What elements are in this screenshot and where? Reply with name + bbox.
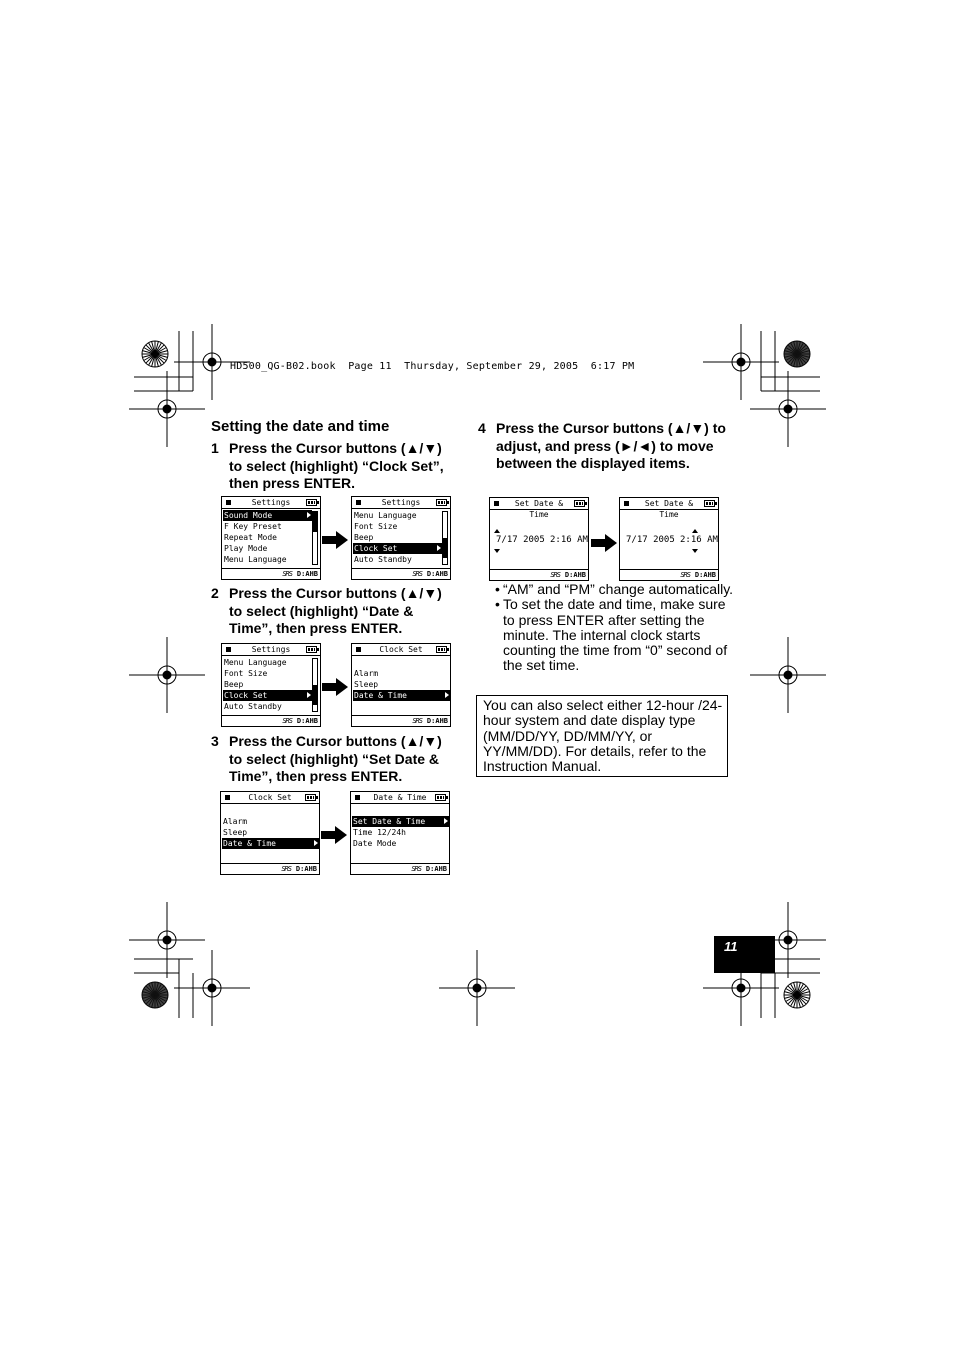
- up-triangle-icon: [494, 529, 500, 533]
- registration-target-icon: [129, 637, 205, 713]
- dahb-logo: D:AHB: [426, 717, 448, 725]
- lcd-screen-settings-2: [351, 496, 451, 580]
- note-text: You can also select either 12-hour /24-hour system and date display type (MM/DD/YY, DD/MM/YY, or YY/MM/DD). For details, refer to the Instruction Manual.: [483, 697, 723, 775]
- scrollbar: [442, 511, 448, 565]
- srs-logo: SRS: [412, 717, 422, 725]
- color-wheel-mark-icon: [142, 982, 168, 1008]
- right-arrow-icon: [322, 678, 348, 696]
- menu-item: Sleep: [354, 680, 379, 689]
- dahb-logo: D:AHB: [426, 570, 448, 578]
- dahb-logo: D:AHB: [694, 571, 716, 579]
- step-text: Press the Cursor buttons (▲/▼) to select (highlight) “Date & Time”, then press ENTER.: [229, 585, 442, 636]
- screen-title: Set Date & Time: [644, 499, 694, 519]
- screen-title: Date & Time: [373, 793, 427, 802]
- menu-item: Menu Language: [224, 555, 287, 564]
- srs-logo: SRS: [412, 570, 422, 578]
- color-wheel-mark-icon: [142, 341, 168, 367]
- dahb-logo: D:AHB: [296, 570, 318, 578]
- registration-target-icon: [703, 324, 779, 400]
- step-number: 1: [211, 440, 219, 456]
- step-number: 4: [478, 420, 486, 436]
- right-arrow-icon: [321, 826, 347, 844]
- menu-item-clock-set: Clock Set: [223, 690, 312, 701]
- menu-item: Date Mode: [353, 839, 397, 848]
- dahb-logo: D:AHB: [564, 571, 586, 579]
- bullet-item: • “AM” and “PM” change automatically.: [495, 581, 734, 597]
- lcd-screen-settings-1: [221, 496, 321, 580]
- screen-title: Settings: [381, 498, 421, 507]
- menu-item-date-time: Date & Time: [353, 690, 450, 701]
- srs-logo: SRS: [282, 717, 292, 725]
- note-box: [476, 695, 728, 777]
- battery-icon: [436, 646, 447, 653]
- menu-item: Time 12/24h: [353, 828, 406, 837]
- section-title: Setting the date and time: [211, 418, 390, 435]
- bullet-list: [495, 582, 735, 674]
- date-value: 7/17 2005: [626, 535, 675, 545]
- battery-icon: [704, 500, 715, 507]
- scrollbar: [312, 511, 318, 565]
- page-number-box: [714, 936, 775, 973]
- step-3: [211, 733, 461, 787]
- menu-item: Auto Standby: [224, 702, 282, 711]
- right-arrow-icon: [322, 531, 348, 549]
- screen-title: Settings: [251, 645, 291, 654]
- lcd-screen-settings-3: [221, 643, 321, 727]
- srs-logo: SRS: [680, 571, 690, 579]
- battery-icon: [305, 794, 316, 801]
- screen-title: Set Date & Time: [514, 499, 564, 519]
- srs-logo: SRS: [550, 571, 560, 579]
- step-text: Press the Cursor buttons (▲/▼) to select (highlight) “Set Date & Time”, then press ENTER.: [229, 733, 442, 784]
- step-text: Press the Cursor buttons (▲/▼) to select (highlight) “Clock Set”, then press ENTER.: [229, 440, 444, 491]
- menu-item: Auto Standby: [354, 555, 412, 564]
- screen-title: Settings: [251, 498, 291, 507]
- battery-icon: [306, 499, 317, 506]
- menu-item-clock-set: Clock Set: [353, 543, 442, 554]
- srs-logo: SRS: [282, 570, 292, 578]
- menu-item: Play Mode: [224, 544, 268, 553]
- menu-item: F Key Preset: [224, 522, 282, 531]
- time-value: 2:16 AM: [550, 535, 588, 545]
- step-1: [211, 440, 461, 494]
- menu-item-date-time: Date & Time: [222, 838, 319, 849]
- step-number: 3: [211, 733, 219, 749]
- menu-item: Alarm: [354, 669, 379, 678]
- menu-item: Menu Language: [224, 658, 287, 667]
- menu-item: Beep: [354, 533, 374, 542]
- registration-target-icon: [129, 902, 205, 978]
- color-wheel-mark-icon: [784, 341, 810, 367]
- lcd-screen-set-date-time-2: [619, 497, 719, 581]
- step-text: Press the Cursor buttons (▲/▼) to adjust, and press (►/◄) to move between the displayed items.: [496, 420, 726, 471]
- registration-target-icon: [750, 637, 826, 713]
- lcd-screen-clock-set-1: [351, 643, 451, 727]
- page-number: 11: [724, 939, 738, 954]
- dahb-logo: D:AHB: [425, 865, 447, 873]
- date-value: 7/17 2005: [496, 535, 545, 545]
- menu-item: Sleep: [223, 828, 248, 837]
- menu-item: Font Size: [354, 522, 398, 531]
- battery-icon: [574, 500, 585, 507]
- srs-logo: SRS: [281, 865, 291, 873]
- screen-title: Clock Set: [248, 793, 292, 802]
- lcd-screen-date-time: [350, 791, 450, 875]
- down-triangle-icon: [494, 549, 500, 553]
- up-triangle-icon: [692, 529, 698, 533]
- down-triangle-icon: [692, 549, 698, 553]
- step-4: [478, 420, 738, 492]
- lcd-screen-set-date-time-1: [489, 497, 589, 581]
- menu-item: Alarm: [223, 817, 248, 826]
- registration-target-icon: [174, 950, 250, 1026]
- screen-title: Clock Set: [379, 645, 423, 654]
- step-2: [211, 585, 461, 639]
- menu-item: Beep: [224, 680, 244, 689]
- step-number: 2: [211, 585, 219, 601]
- registration-target-icon: [129, 371, 205, 447]
- menu-item-set-date-time: Set Date & Time: [352, 816, 449, 827]
- srs-logo: SRS: [411, 865, 421, 873]
- battery-icon: [435, 794, 446, 801]
- dahb-logo: D:AHB: [295, 865, 317, 873]
- menu-item: Font Size: [224, 669, 268, 678]
- menu-item-sound-mode: Sound Mode: [223, 510, 312, 521]
- battery-icon: [436, 499, 447, 506]
- dahb-logo: D:AHB: [296, 717, 318, 725]
- time-value: 2:16 AM: [680, 535, 718, 545]
- battery-icon: [306, 646, 317, 653]
- lcd-screen-clock-set-2: [220, 791, 320, 875]
- menu-item: Repeat Mode: [224, 533, 277, 542]
- right-arrow-icon: [591, 534, 617, 552]
- registration-target-icon: [439, 950, 515, 1026]
- scrollbar: [312, 658, 318, 712]
- color-wheel-mark-icon: [784, 982, 810, 1008]
- menu-item: Menu Language: [354, 511, 417, 520]
- bullet-item: • To set the date and time, make sure to press ENTER after setting the minute. The internal clock starts counting the time from “0” second of the set time.: [495, 596, 728, 674]
- file-info-header: HD500_QG-B02.book Page 11 Thursday, September 29, 2005 6:17 PM: [230, 361, 635, 372]
